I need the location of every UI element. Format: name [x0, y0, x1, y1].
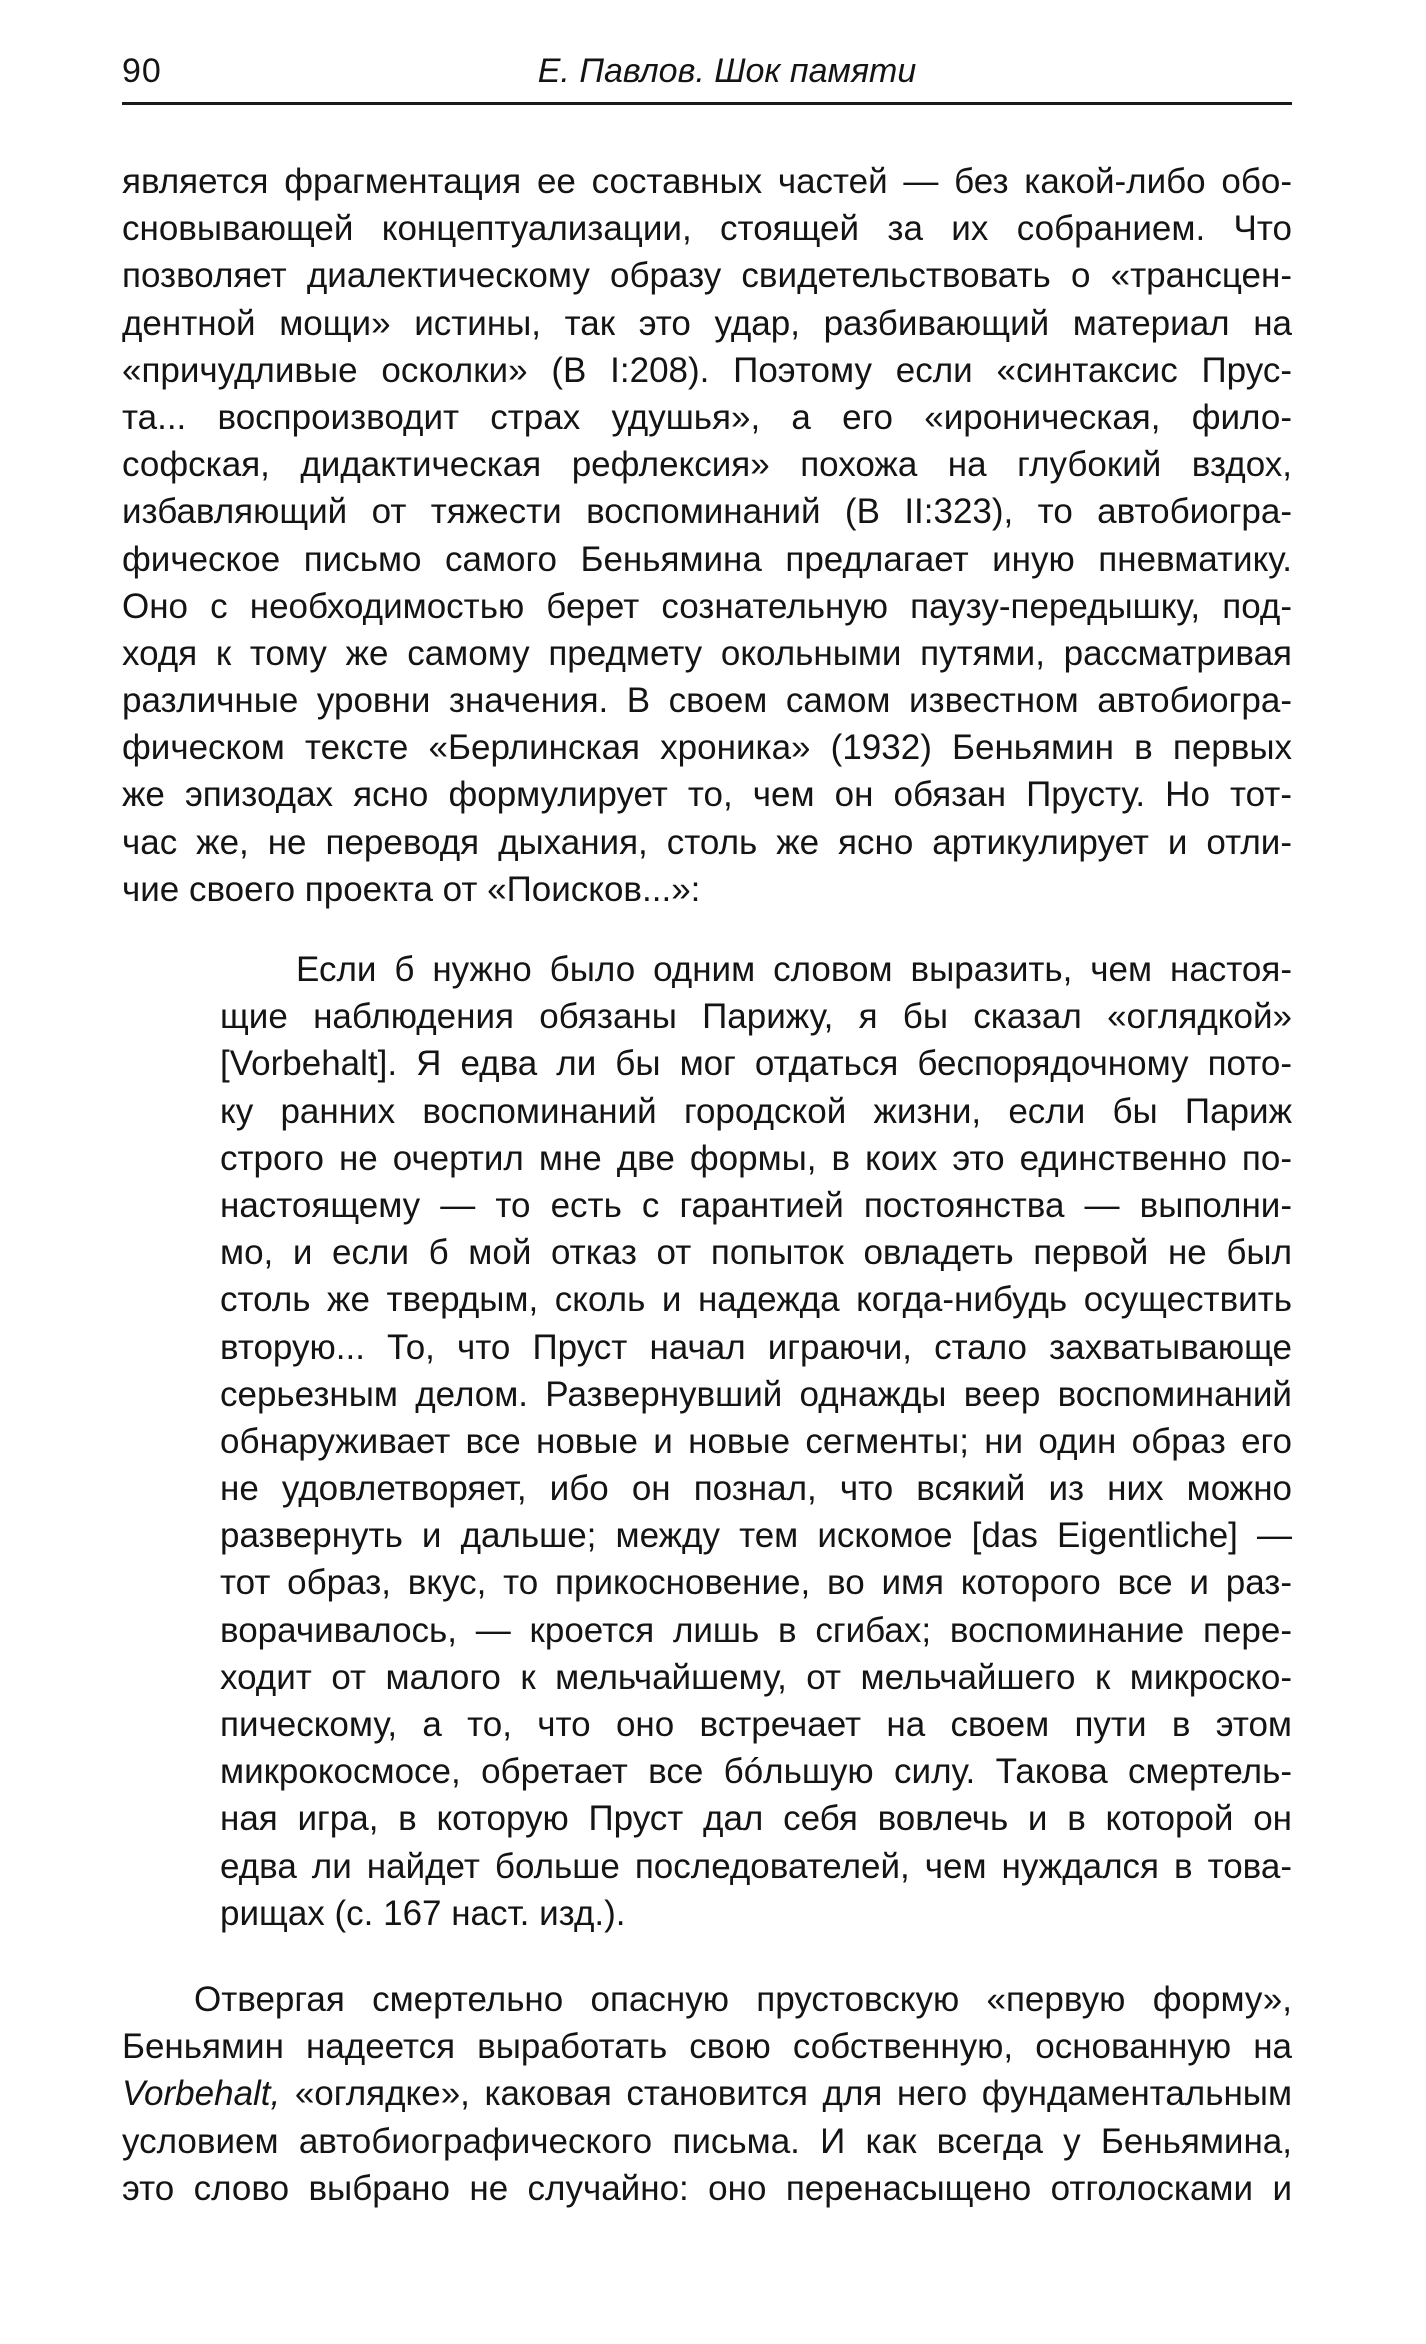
- text-line: условием автобиографического письма. И как всегда у Беньямина,: [122, 2121, 1292, 2161]
- text-line: час же, не переводя дыхания, столь же ясно артикулирует и отли-: [122, 822, 1292, 862]
- page-number: 90: [122, 52, 162, 90]
- quote-line: мо, и если б мой отказ от попыток овладеть первой не был: [220, 1233, 1292, 1273]
- text-line: это слово выбрано не случайно: оно перенасыщено отголосками и: [122, 2168, 1292, 2208]
- quote-line: строго не очертил мне две формы, в коих это единственно по-: [220, 1138, 1292, 1178]
- paragraph-1: [122, 158, 1292, 913]
- text-line: является фрагментация ее составных частей — без какой-либо обо-: [122, 162, 1292, 201]
- text-line: избавляющий от тяжести воспоминаний (В II:323), то автобиогра-: [122, 492, 1292, 532]
- text-line: та... воспроизводит страх удушья», а его «ироническая, фило-: [122, 397, 1292, 437]
- text-line: софская, дидактическая рефлексия» похожа на глубокий вздох,: [122, 445, 1292, 485]
- text-line: позволяет диалектическому образу свидетельствовать о «трансцен-: [122, 256, 1292, 296]
- text-line: сновывающей концептуализации, стоящей за их собранием. Что: [122, 209, 1292, 249]
- quote-line: обнаруживает все новые и новые сегменты; ни один образ его: [220, 1421, 1292, 1461]
- quote-line: тот образ, вкус, то прикосновение, во имя которого все и раз-: [220, 1563, 1292, 1603]
- quote-line: серьезным делом. Развернувший однажды веер воспоминаний: [220, 1374, 1292, 1414]
- italic-term: Vorbehalt,: [122, 2074, 281, 2114]
- running-head: [122, 50, 1292, 105]
- quote-line: не удовлетворяет, ибо он познал, что всякий из них можно: [220, 1469, 1292, 1509]
- quote-line: вторую... То, что Пруст начал играючи, стало захватывающе: [220, 1327, 1292, 1367]
- quote-line: Если б нужно было одним словом выразить, чем настоя-: [296, 950, 1292, 989]
- text-line: Оно с необходимостью берет сознательную паузу-передышку, под-: [122, 586, 1292, 626]
- text-line: дентной мощи» истины, так это удар, разбивающий материал на: [122, 303, 1292, 343]
- text-line-mixed: [122, 2070, 1292, 2117]
- text-line: Беньямин надеется выработать свою собственную, основанную на: [122, 2027, 1292, 2067]
- quote-line: едва ли найдет больше последователей, чем нуждался в това-: [220, 1846, 1292, 1886]
- quote-line: настоящему — то есть с гарантией постоянства — выполни-: [220, 1185, 1292, 1225]
- block-quote: [220, 946, 1292, 1937]
- quote-line: ная игра, в которую Пруст дал себя вовлечь и в которой он: [220, 1799, 1292, 1839]
- text-line: Отвергая смертельно опасную прустовскую «первую форму»,: [194, 1980, 1292, 2019]
- running-title: Е. Павлов. Шок памяти: [537, 52, 917, 90]
- quote-line: пическому, а то, что оно встречает на своем пути в этом: [220, 1705, 1292, 1744]
- quote-line: развернуть и дальше; между тем искомое [das Eigentliche] —: [220, 1516, 1292, 1556]
- text-line: фическом тексте «Берлинская хроника» (1932) Беньямин в первых: [122, 728, 1292, 768]
- quote-line: [Vorbehalt]. Я едва ли бы мог отдаться беспорядочному пото-: [220, 1044, 1292, 1084]
- text-line: «причудливые осколки» (В I:208). Поэтому если «синтаксис Прус-: [122, 350, 1292, 390]
- quote-line: микрокосмосе, обретает все бóльшую силу. Такова смертель-: [220, 1752, 1292, 1792]
- text-line: различные уровни значения. В своем самом известном автобиогра-: [122, 681, 1292, 721]
- paragraph-2: [122, 1976, 1292, 2212]
- text-segment: «оглядке», каковая становится для него фундаментальным: [280, 2074, 1292, 2114]
- quote-line: ходит от малого к мельчайшему, от мельчайшего к микроско-: [220, 1657, 1292, 1697]
- quote-line: рищах (с. 167 наст. изд.).: [220, 1893, 626, 1933]
- quote-line: ку ранних воспоминаний городской жизни, если бы Париж: [220, 1091, 1292, 1131]
- quote-line: ворачивалось, — кроется лишь в сгибах; воспоминание пере-: [220, 1610, 1292, 1650]
- text-line: ходя к тому же самому предмету окольными путями, рассматривая: [122, 633, 1292, 673]
- quote-line: столь же твердым, сколь и надежда когда-нибудь осуществить: [220, 1280, 1292, 1320]
- text-line: фическое письмо самого Беньямина предлагает иную пневматику.: [122, 539, 1292, 579]
- text-line: же эпизодах ясно формулирует то, чем он обязан Прусту. Но тот-: [122, 775, 1292, 815]
- text-line: чие своего проекта от «Поисков...»:: [122, 869, 701, 909]
- quote-line: щие наблюдения обязаны Парижу, я бы сказал «оглядкой»: [220, 997, 1292, 1037]
